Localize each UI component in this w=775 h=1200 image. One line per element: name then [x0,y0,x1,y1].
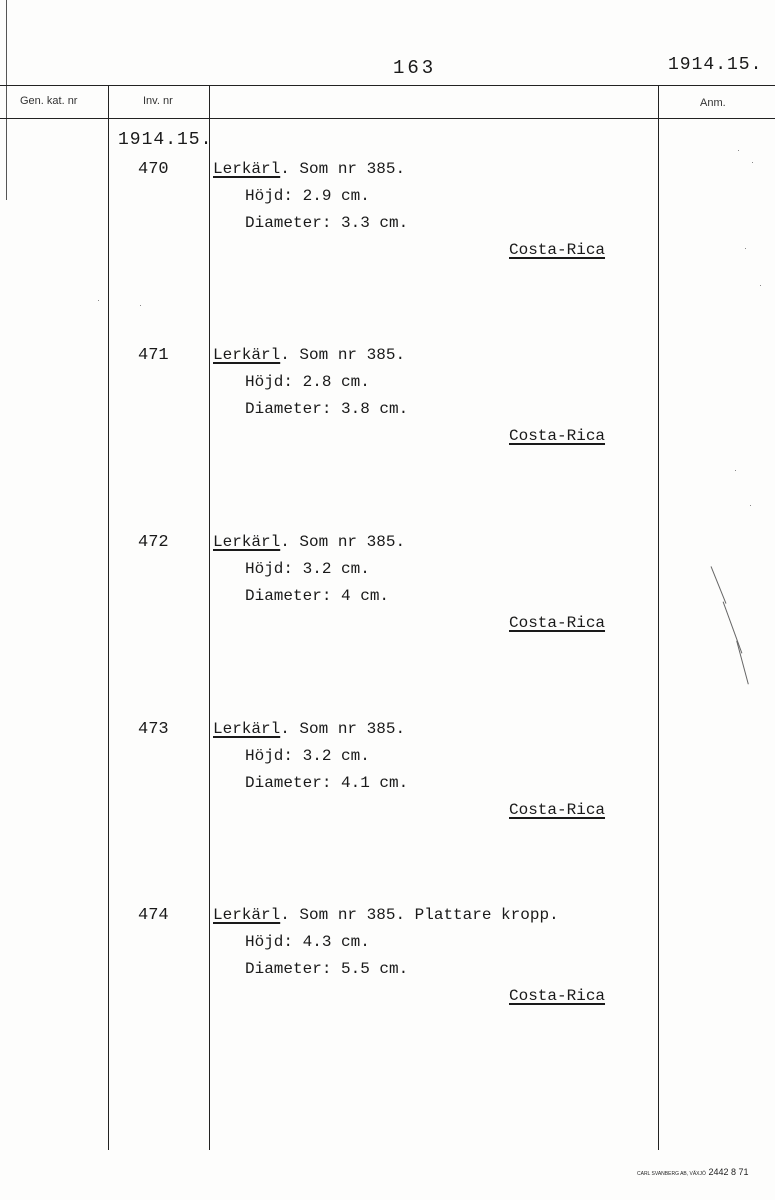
diameter-measurement: Diameter: 3.8 cm. [245,400,409,418]
object-type: Lerkärl [213,720,281,738]
entry-description [213,720,405,738]
catalog-entry [0,720,775,840]
scan-speck [750,505,751,506]
page-number: 163 [393,57,437,79]
height-measurement: Höjd: 3.2 cm. [245,747,370,765]
provenance-place: Costa-Rica [509,614,606,632]
printer-imprint [637,1167,748,1177]
object-type: Lerkärl [213,533,281,551]
column-header-gen-kat: Gen. kat. nr [20,95,78,107]
diameter-measurement: Diameter: 3.3 cm. [245,214,409,232]
inventory-number: 472 [138,533,169,552]
scan-speck [752,162,753,163]
scan-speck [140,305,141,306]
object-type: Lerkärl [213,346,281,364]
printer-name: CARL SVANBERG AB, VÄXJÖ [637,1171,706,1177]
description-text: . Som nr 385. [280,346,406,364]
object-type: Lerkärl [213,906,281,924]
description-text: . Som nr 385. Plattare kropp. [280,906,559,924]
header-year: 1914.15. [668,55,763,75]
catalog-entry [0,906,775,1026]
diameter-measurement: Diameter: 4 cm. [245,587,390,605]
height-measurement: Höjd: 4.3 cm. [245,933,370,951]
provenance-place: Costa-Rica [509,987,606,1005]
height-measurement: Höjd: 3.2 cm. [245,560,370,578]
provenance-place: Costa-Rica [509,801,606,819]
year-block: 1914.15. [118,130,213,150]
provenance-place: Costa-Rica [509,241,606,259]
description-text: . Som nr 385. [280,160,406,178]
description-text: . Som nr 385. [280,720,406,738]
catalog-entry [0,346,775,466]
provenance-place: Costa-Rica [509,427,606,445]
diameter-measurement: Diameter: 4.1 cm. [245,774,409,792]
object-type: Lerkärl [213,160,281,178]
scan-speck [745,248,746,249]
height-measurement: Höjd: 2.8 cm. [245,373,370,391]
column-header-inv: Inv. nr [143,95,173,107]
entry-description [213,160,405,178]
column-header-anm: Anm. [700,97,726,109]
scan-speck [98,300,99,301]
inventory-number: 473 [138,720,169,739]
catalog-entry [0,160,775,280]
inventory-number: 474 [138,906,169,925]
scan-speck [738,150,739,151]
description-text: . Som nr 385. [280,533,406,551]
diameter-measurement: Diameter: 5.5 cm. [245,960,409,978]
entry-description [213,346,405,364]
catalog-entry [0,533,775,653]
entry-description [213,533,405,551]
inventory-number: 471 [138,346,169,365]
entry-description [213,906,559,924]
scan-speck [760,285,761,286]
form-code: 2442 8 71 [708,1167,749,1177]
scan-speck [735,470,736,471]
height-measurement: Höjd: 2.9 cm. [245,187,370,205]
inventory-number: 470 [138,160,169,179]
